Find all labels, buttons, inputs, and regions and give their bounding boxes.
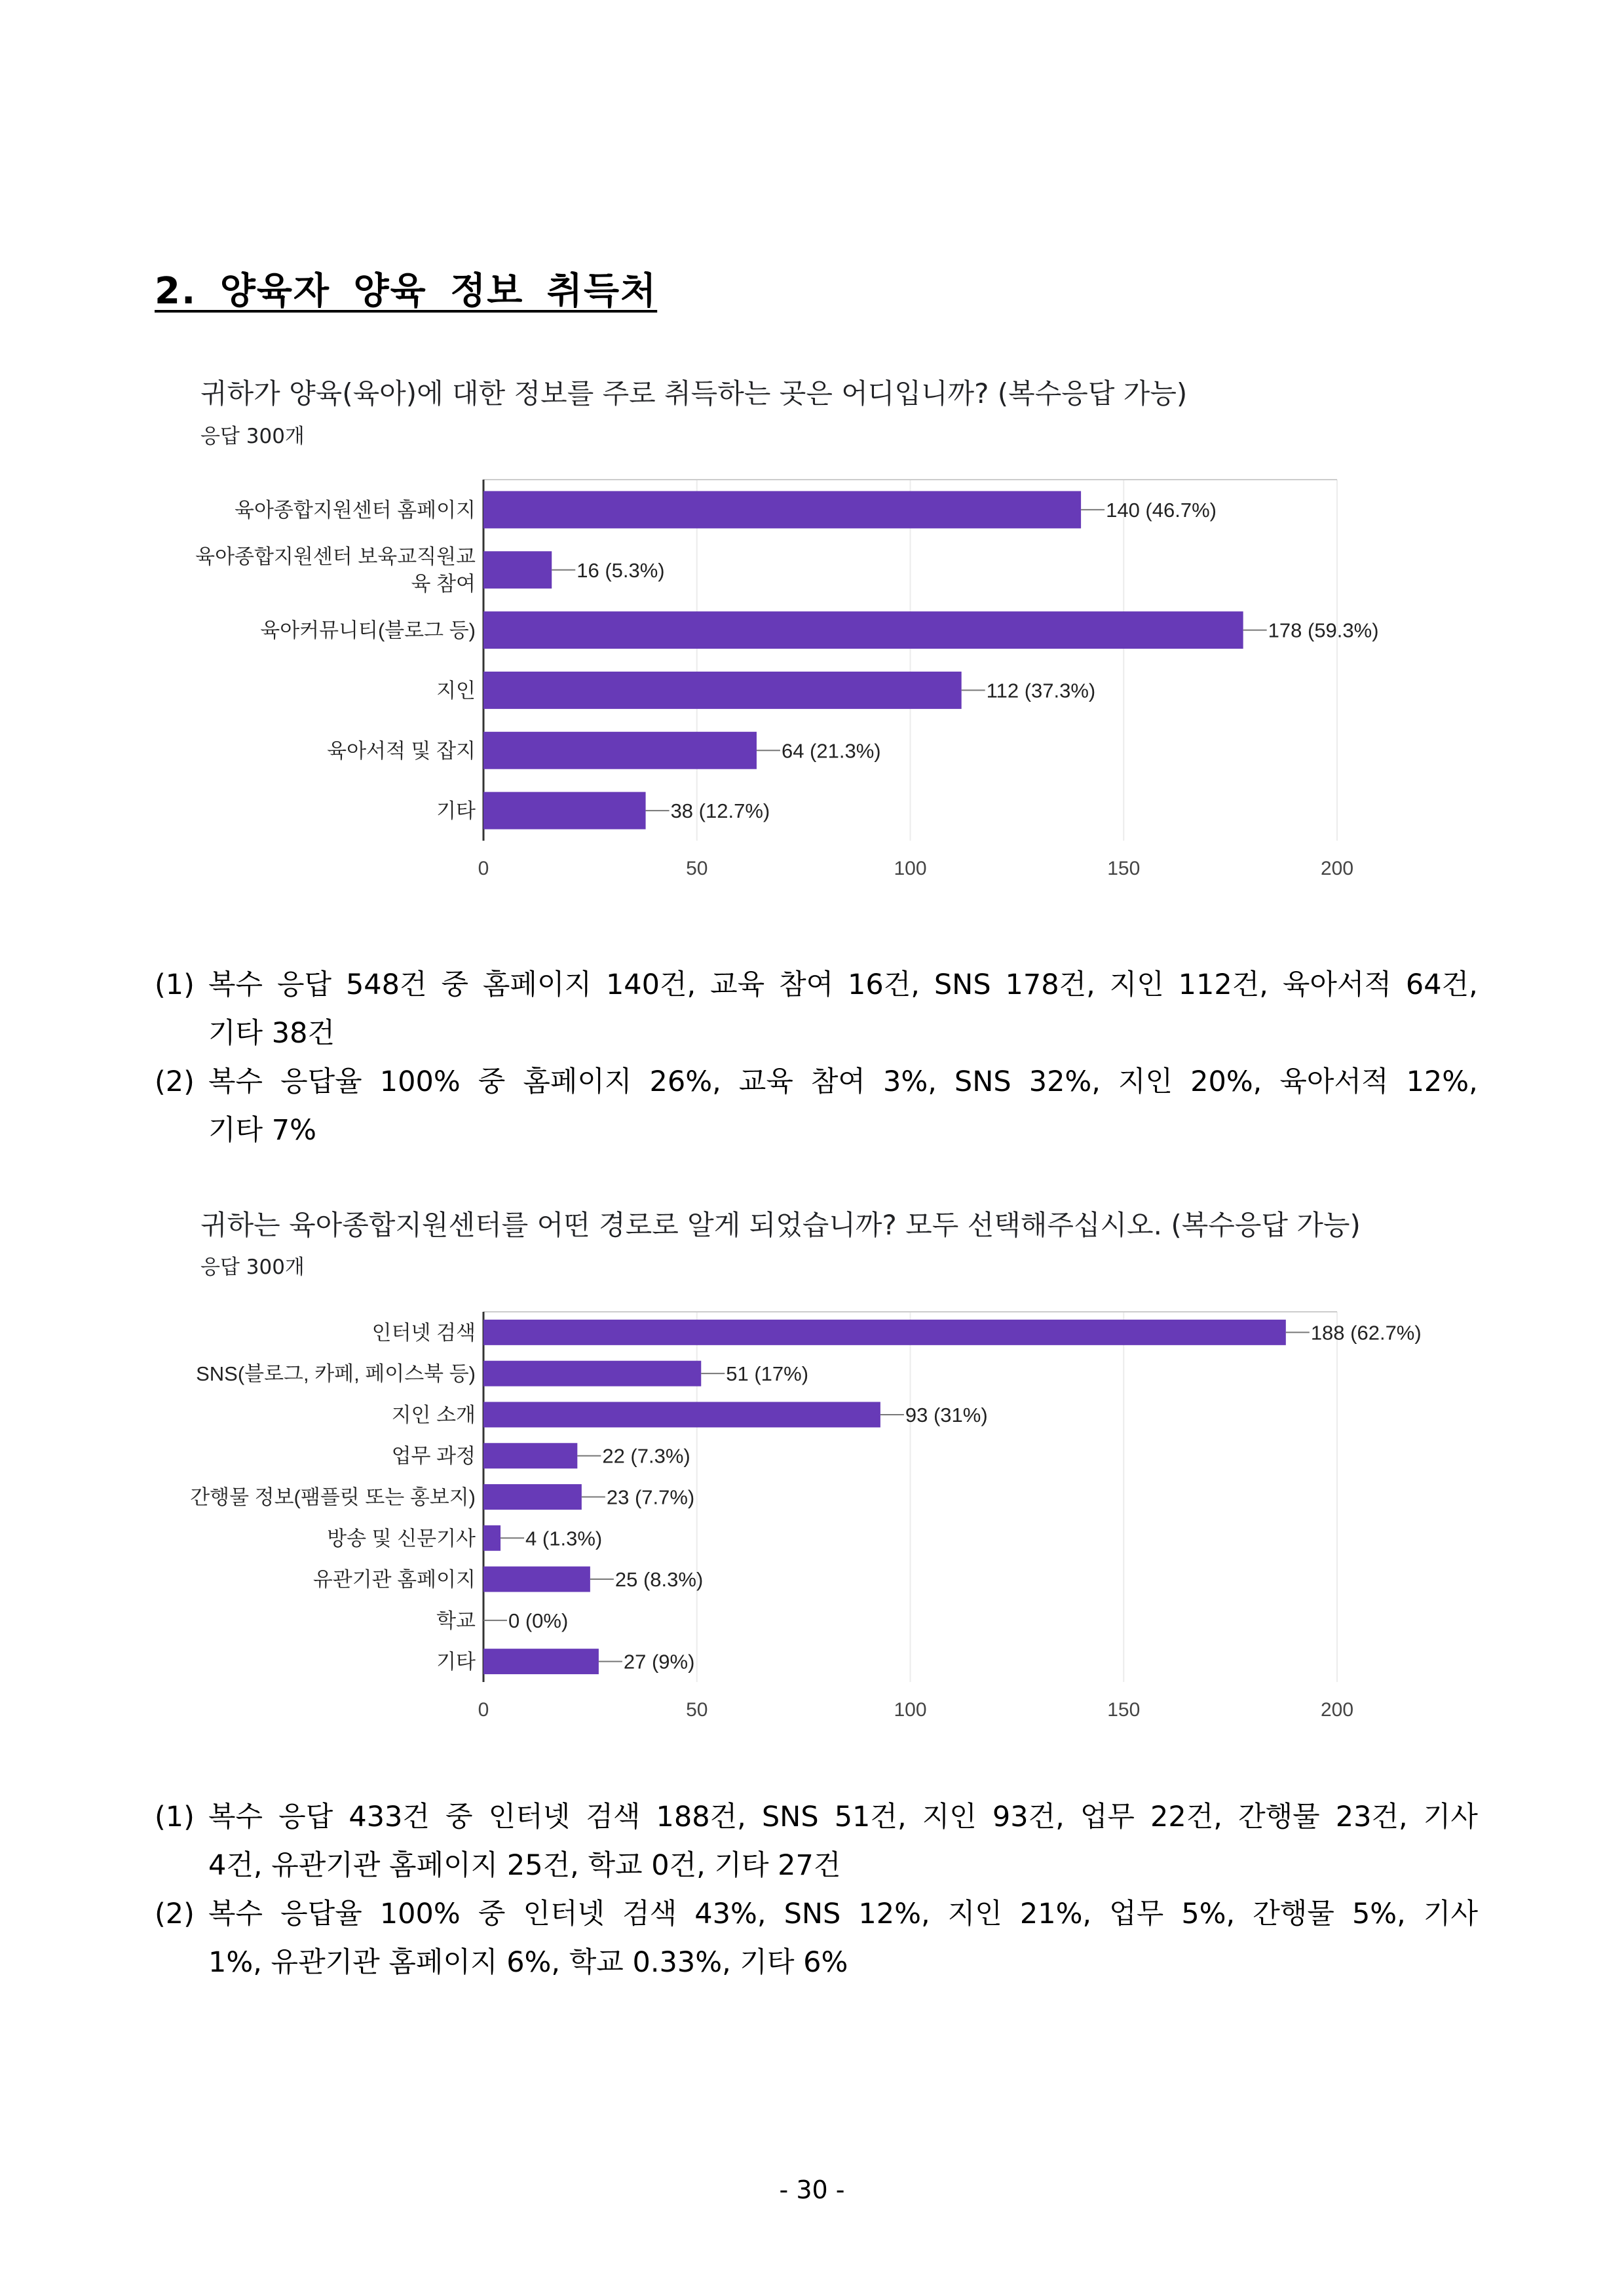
- summary-2-item-1-line-1: [208, 1793, 1478, 1841]
- summary-word: 업무: [1109, 1898, 1164, 1930]
- data-label: 23 (7.7%): [606, 1485, 695, 1509]
- summary-word: SNS: [784, 1898, 841, 1930]
- data-label: 16 (5.3%): [576, 558, 665, 582]
- x-tick-label: 50: [686, 1699, 708, 1721]
- summary-word: 복수: [208, 1065, 263, 1098]
- summary-word: 지인: [922, 1801, 977, 1833]
- category-label: 육 참여: [411, 572, 476, 596]
- bar: [483, 1402, 880, 1427]
- category-label: 방송 및 신문기사: [327, 1527, 476, 1550]
- summary-2-item-2-line-2: 1%, 유관기관 홈페이지 6%, 학교 0.33%, 기타 6%: [208, 1946, 848, 1979]
- category-label: 육아종합지원센터 보육교직원교: [195, 545, 476, 568]
- question-2: 귀하는 육아종합지원센터를 어떤 경로로 알게 되었습니까? 모두 선택해주십시오. (복수응답 가능): [200, 1209, 1361, 1241]
- data-label: 64 (21.3%): [781, 739, 881, 763]
- summary-word: SNS: [761, 1801, 819, 1833]
- category-label: 육아커뮤니티(블로그 등): [260, 619, 476, 642]
- category-label: 업무 과정: [391, 1444, 476, 1468]
- summary-word: 548건: [345, 968, 427, 1001]
- category-label: 기타: [436, 799, 476, 823]
- data-label: 140 (46.7%): [1106, 498, 1217, 522]
- category-label: 간행물 정보(팸플릿 또는 홍보지): [190, 1485, 476, 1509]
- summary-word: 지인: [947, 1898, 1002, 1930]
- x-tick-label: 150: [1107, 1699, 1141, 1721]
- summary-word: 응답: [278, 1801, 333, 1833]
- summary-word: 112건,: [1178, 968, 1268, 1001]
- summary-word: 교육: [710, 968, 765, 1001]
- summary-word: 중: [478, 1065, 506, 1098]
- summary-word: 복수: [208, 1801, 263, 1833]
- x-tick-label: 0: [478, 1699, 489, 1721]
- summary-word: 100%: [379, 1065, 461, 1098]
- summary-2-item-2-line-1: [208, 1890, 1478, 1938]
- summary-word: 간행물: [1238, 1801, 1320, 1833]
- data-label: 188 (62.7%): [1310, 1321, 1422, 1345]
- category-label: SNS(블로그, 카페, 페이스북 등): [196, 1362, 476, 1386]
- data-label: 22 (7.3%): [602, 1444, 690, 1468]
- data-label: 178 (59.3%): [1268, 619, 1379, 642]
- summary-2-item-1-number: (1): [155, 1801, 195, 1833]
- summary-word: 인터넷: [523, 1898, 605, 1930]
- summary-word: 21%,: [1019, 1898, 1092, 1930]
- summary-2: [155, 1793, 1478, 1989]
- summary-1-item-1-number: (1): [155, 968, 195, 1001]
- x-tick-label: 150: [1107, 858, 1141, 879]
- data-label: 38 (12.7%): [670, 799, 770, 823]
- summary-word: 51건,: [834, 1801, 907, 1833]
- summary-word: 간행물: [1253, 1898, 1334, 1930]
- summary-word: 복수: [208, 1898, 263, 1930]
- summary-word: SNS: [934, 968, 991, 1001]
- summary-word: 응답: [276, 968, 332, 1001]
- data-label: 4 (1.3%): [525, 1527, 603, 1550]
- category-label: 육아종합지원센터 홈페이지: [235, 498, 476, 522]
- summary-word: 지인: [1109, 968, 1164, 1001]
- summary-word: 참여: [779, 968, 834, 1001]
- category-label: 인터넷 검색: [371, 1321, 476, 1345]
- summary-word: 64건,: [1405, 968, 1478, 1001]
- summary-word: 22건,: [1150, 1801, 1222, 1833]
- summary-word: 응답율: [280, 1898, 362, 1930]
- bar: [483, 1320, 1286, 1345]
- summary-word: 3%,: [883, 1065, 937, 1098]
- x-tick-label: 200: [1320, 1699, 1354, 1721]
- summary-2-item-1-line-2: 4건, 유관기관 홈페이지 25건, 학교 0건, 기타 27건: [208, 1849, 841, 1882]
- summary-word: 20%,: [1190, 1065, 1262, 1098]
- section-title: 2. 양육자 양육 정보 취득처: [155, 270, 658, 313]
- summary-word: 188건,: [656, 1801, 746, 1833]
- summary-word: 응답율: [280, 1065, 362, 1098]
- summary-1-item-1-line-2: 기타 38건: [208, 1017, 335, 1050]
- summary-word: 16건,: [848, 968, 920, 1001]
- question-1: 귀하가 양육(육아)에 대한 정보를 주로 취득하는 곳은 어디입니까? (복수응답 가능): [200, 377, 1188, 410]
- bar: [483, 1649, 599, 1674]
- summary-word: 기사: [1423, 1898, 1478, 1930]
- page-number: - 30 -: [779, 2175, 845, 2204]
- summary-word: 참여: [810, 1065, 865, 1098]
- summary-1-item-2-number: (2): [155, 1065, 195, 1098]
- category-label: 지인: [436, 679, 476, 702]
- summary-word: 140건,: [605, 968, 696, 1001]
- bar: [483, 1567, 590, 1592]
- summary-word: 육아서적: [1279, 1065, 1389, 1098]
- summary-word: 23건,: [1335, 1801, 1408, 1833]
- summary-word: 433건: [349, 1801, 430, 1833]
- x-tick-label: 100: [894, 858, 927, 879]
- summary-word: 32%,: [1029, 1065, 1101, 1098]
- summary-word: 5%,: [1351, 1898, 1406, 1930]
- summary-word: 26%,: [649, 1065, 721, 1098]
- bar: [483, 1484, 582, 1510]
- summary-word: 홈페이지: [523, 1065, 632, 1098]
- summary-word: 육아서적: [1282, 968, 1391, 1001]
- summary-word: 178건,: [1005, 968, 1095, 1001]
- x-tick-label: 100: [894, 1699, 927, 1721]
- bar: [483, 1443, 577, 1468]
- x-tick-label: 0: [478, 858, 489, 879]
- category-label: 육아서적 및 잡지: [327, 739, 476, 763]
- summary-word: 홈페이지: [482, 968, 592, 1001]
- summary-word: 12%,: [858, 1898, 930, 1930]
- summary-word: 복수: [208, 968, 263, 1001]
- bar: [483, 1361, 701, 1387]
- summary-word: 중: [441, 968, 468, 1001]
- summary-2-item-2-number: (2): [155, 1898, 195, 1930]
- data-label: 25 (8.3%): [614, 1568, 704, 1592]
- summary-word: 중: [445, 1801, 473, 1833]
- category-label: 지인 소개: [391, 1403, 476, 1426]
- summary-word: 업무: [1080, 1801, 1135, 1833]
- summary-1-item-2-line-2: 기타 7%: [208, 1114, 316, 1147]
- summary-word: SNS: [954, 1065, 1011, 1098]
- summary-word: 교육: [738, 1065, 793, 1098]
- data-label: 112 (37.3%): [986, 679, 1096, 702]
- summary-word: 인터넷: [488, 1801, 571, 1833]
- data-label: 51 (17%): [726, 1362, 809, 1386]
- summary-word: 지인: [1118, 1065, 1173, 1098]
- summary-word: 검색: [622, 1898, 677, 1930]
- x-tick-label: 200: [1320, 858, 1354, 879]
- category-label: 학교: [436, 1609, 476, 1632]
- category-label: 기타: [436, 1650, 476, 1674]
- bar: [483, 1525, 500, 1551]
- data-label: 0 (0%): [508, 1609, 569, 1632]
- summary-word: 12%,: [1406, 1065, 1478, 1098]
- data-label: 27 (9%): [623, 1650, 695, 1674]
- category-label: 유관기관 홈페이지: [312, 1568, 476, 1592]
- summary-word: 기사: [1423, 1801, 1478, 1833]
- summary-word: 5%,: [1181, 1898, 1236, 1930]
- summary-word: 43%,: [694, 1898, 766, 1930]
- x-tick-label: 50: [686, 858, 708, 879]
- response-count-1: 응답 300개: [200, 425, 305, 448]
- summary-word: 중: [478, 1898, 506, 1930]
- summary-word: 93건,: [992, 1801, 1065, 1833]
- summary-word: 100%: [379, 1898, 461, 1930]
- summary-word: 검색: [586, 1801, 641, 1833]
- data-label: 93 (31%): [905, 1403, 988, 1426]
- response-count-2: 응답 300개: [200, 1255, 305, 1279]
